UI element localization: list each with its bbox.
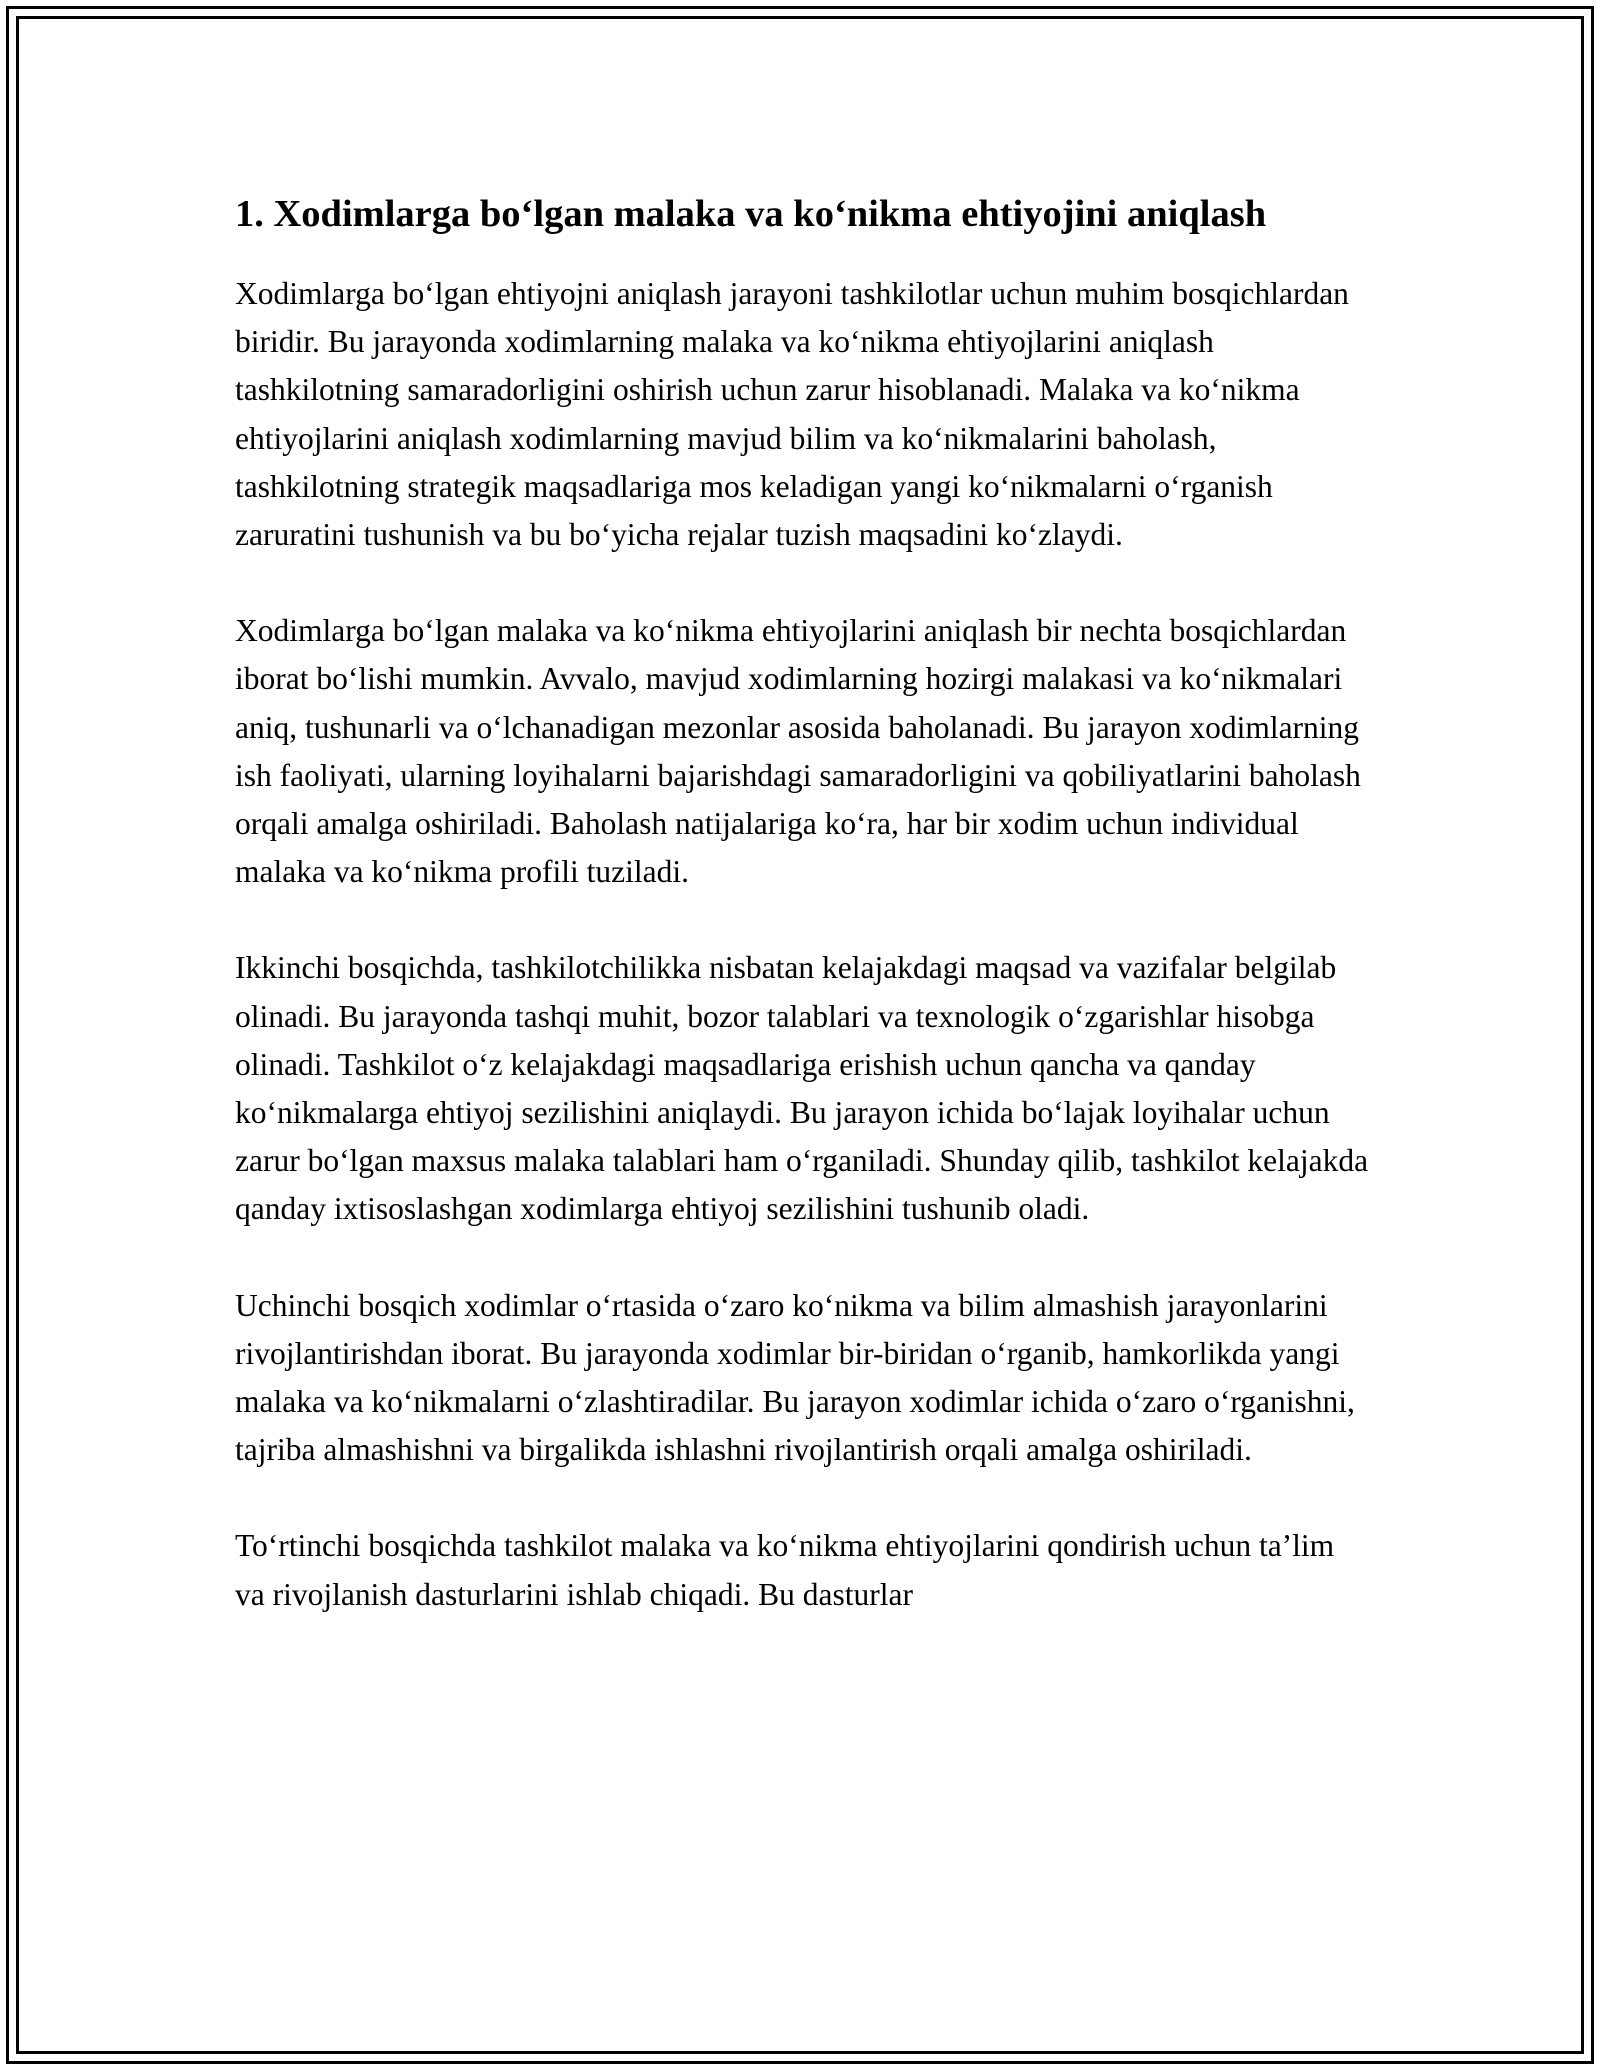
paragraph-5: To‘rtinchi bosqichda tashkilot malaka va ko‘nikma ehtiyojlarini qondirish uchun ta’lim va rivojlanish dasturlarini ishlab chiqadi. Bu dasturlar [235,1528,1335,1612]
paragraph-2: Xodimlarga bo‘lgan malaka va ko‘nikma ehtiyojlarini aniqlash bir nechta bosqichlardan iborat bo‘lishi mumkin. Avvalo, mavjud xodimlarning hozirgi malakasi va ko‘nikmalari aniq, tushunarli va o‘lchanadigan mezonlar asosida baholanadi. Bu jarayon xodimlarning ish faoliyati, ularning loyihalarni bajarishdagi samaradorligini va qobiliyatlarini baholash orqali amalga oshiriladi. Baholash natijalariga ko‘ra, har bir xodim uchun individual malaka va ko‘nikma profili tuziladi. [235,613,1361,890]
document-body [235,188,1370,1619]
paragraph-1: Xodimlarga bo‘lgan ehtiyojni aniqlash jarayoni tashkilotlar uchun muhim bosqichlardan biridir. Bu jarayonda xodimlarning malaka va ko‘nikma ehtiyojlarini aniqlash tashkilotning samaradorligini oshirish uchun zarur hisoblanadi. Malaka va ko‘nikma ehtiyojlarini aniqlash xodimlarning mavjud bilim va ko‘nikmalarini baholash, tashkilotning strategik maqsadlariga mos keladigan yangi ko‘nikmalarni o‘rganish zaruratini tushunish va bu bo‘yicha rejalar tuzish maqsadini ko‘zlaydi. [235,276,1349,553]
section-heading: 1. Xodimlarga bo‘lgan malaka va ko‘nikma ehtiyojini aniqlash [235,193,1267,235]
paragraph-3: Ikkinchi bosqichda, tashkilotchilikka nisbatan kelajakdagi maqsad va vazifalar belgilab olinadi. Bu jarayonda tashqi muhit, bozor talablari va texnologik o‘zgarishlar hisobga olinadi. Tashkilot o‘z kelajakdagi maqsadlariga erishish uchun qancha va qanday ko‘nikmalarga ehtiyoj sezilishini aniqlaydi. Bu jarayon ichida bo‘lajak loyihalar uchun zarur bo‘lgan maxsus malaka talablari ham o‘rganiladi. Shunday qilib, tashkilot kelajakda qanday ixtisoslashgan xodimlarga ehtiyoj sezilishini tushunib oladi. [235,950,1369,1227]
paragraph-4: Uchinchi bosqich xodimlar o‘rtasida o‘zaro ko‘nikma va bilim almashish jarayonlarini rivojlantirishdan iborat. Bu jarayonda xodimlar bir-biridan o‘rganib, hamkorlikda yangi malaka va ko‘nikmalarni o‘zlashtiradilar. Bu jarayon xodimlar ichida o‘zaro o‘rganishni, tajriba almashishni va birgalikda ishlashni rivojlantirish orqali amalga oshiriladi. [235,1287,1355,1468]
